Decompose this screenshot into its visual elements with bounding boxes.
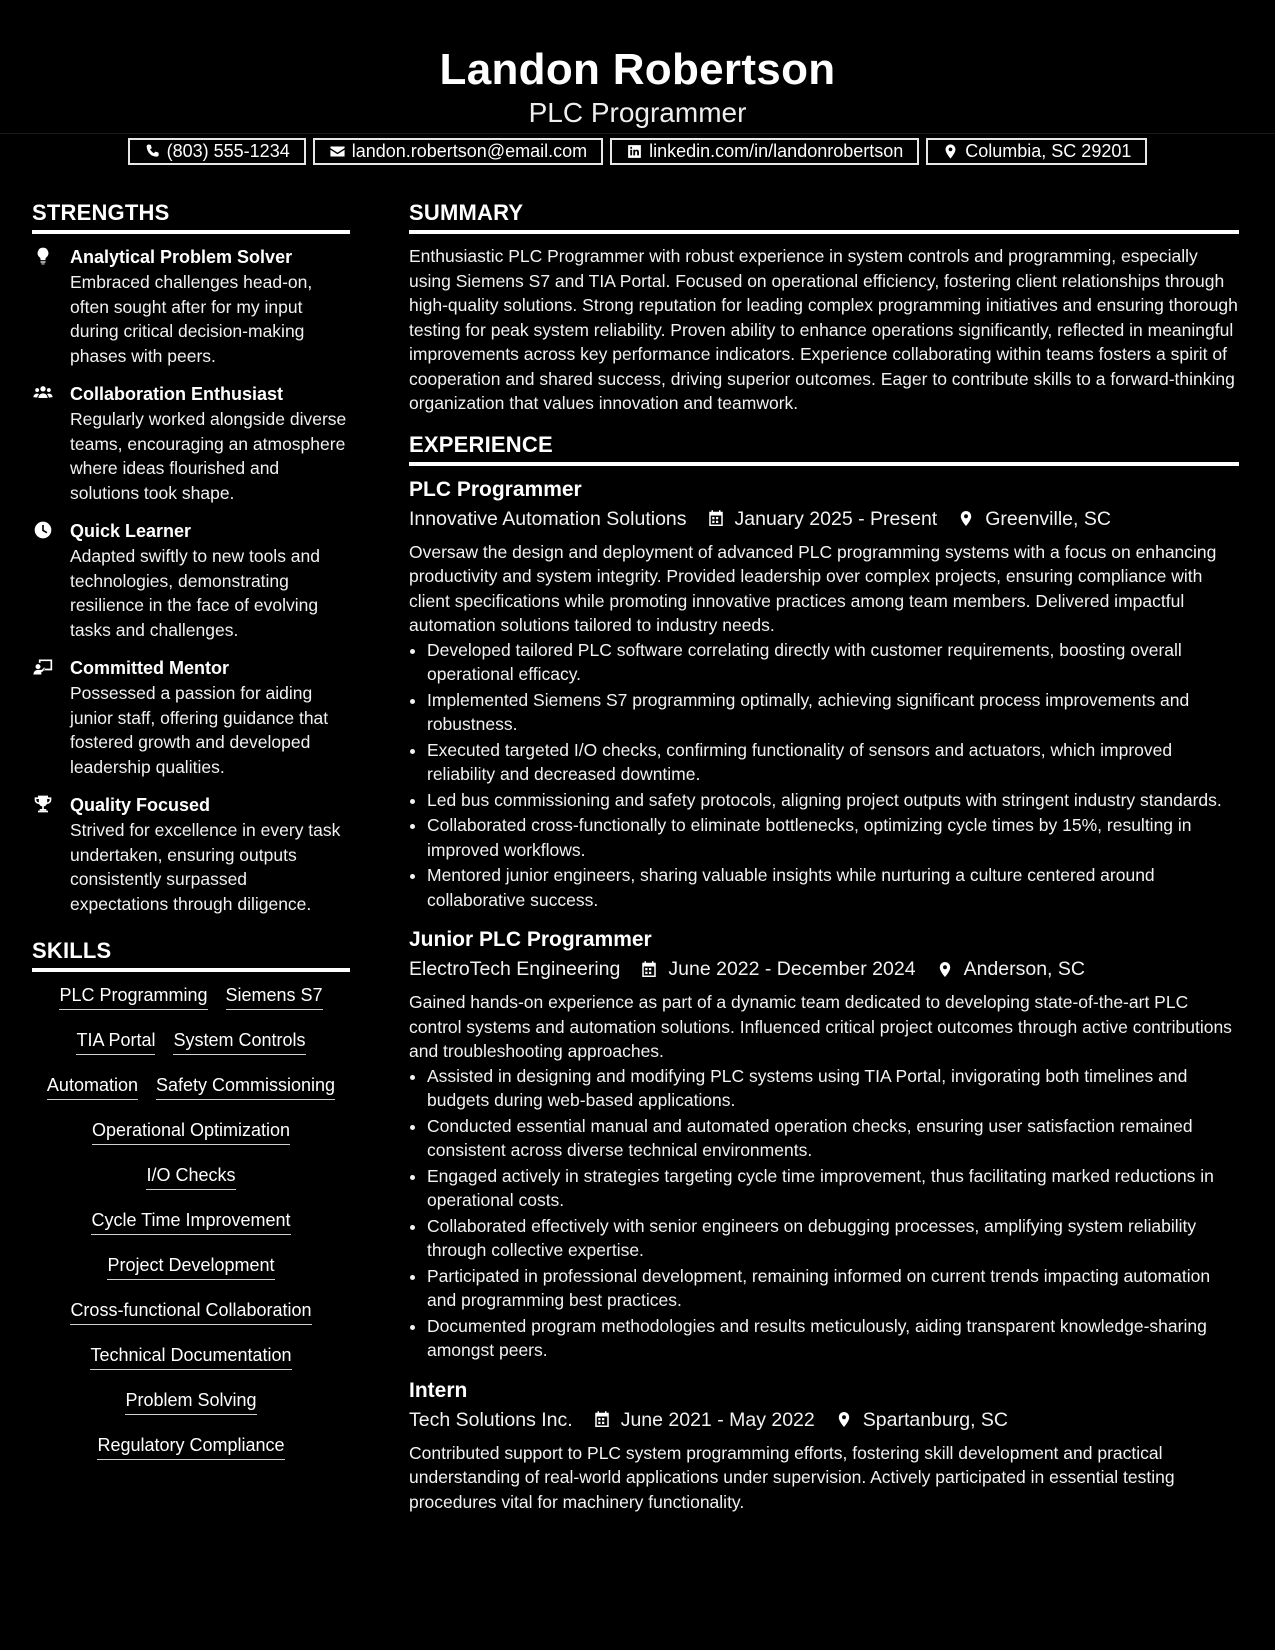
strength-item [32,518,350,642]
skill-tag: Technical Documentation [90,1342,291,1370]
job-bullet: • Mentored junior engineers, sharing valuable insights while nurturing a culture centered around collaborative success. [427,863,1239,912]
calendar-icon [640,960,658,979]
strength-item [32,381,350,505]
skill-tag: System Controls [173,1027,305,1055]
strength-item [32,244,350,368]
skill-tag: Cycle Time Improvement [91,1207,290,1235]
skill-tag: TIA Portal [76,1027,155,1055]
job-title: Junior PLC Programmer [409,928,652,951]
contact-linkedin[interactable] [610,138,919,165]
skills-list [32,982,350,1477]
map-pin-icon [936,960,954,979]
strength-title: Quality Focused [70,795,211,815]
job-description: Gained hands-on experience as part of a dynamic team dedicated to developing state-of-the-art PLC control systems and automation solutions. Influenced critical project outcomes through active contributions and troubleshooting approaches. [409,992,1232,1061]
job-bullets [409,638,1239,913]
job-bullet: • Executed targeted I/O checks, confirming functionality of sensors and actuators, which improved reliability and decreased downtime. [427,738,1239,787]
job-entry [409,476,1239,913]
right-column [409,198,1239,1528]
map-pin-icon [835,1410,853,1429]
job-meta [409,954,1239,984]
job-bullets [409,1064,1239,1363]
candidate-name: Landon Robertson [439,45,836,94]
job-bullet: • Conducted essential manual and automated operation checks, ensuring user satisfaction remained consistent across diverse technical environments. [427,1114,1239,1163]
job-title: Intern [409,1378,468,1402]
skill-tag: Project Development [107,1252,274,1280]
map-pin-icon [942,143,959,160]
job-location: Anderson, SC [963,958,1085,980]
job-location: Greenville, SC [985,507,1111,530]
calendar-icon [707,509,725,528]
experience-list [409,476,1239,1515]
strength-title: Analytical Problem Solver [70,247,293,267]
chalkboard-teacher-icon [32,657,54,677]
skill-tag: Siemens S7 [226,982,323,1010]
linkedin-icon [626,143,643,160]
job-bullet: • Participated in professional development, remaining informed on current trends impacting automation and programming best practices. [427,1264,1239,1313]
job-description: Oversaw the design and deployment of advanced PLC programming systems with a focus on enhancing productivity and system integrity. Provided leadership over complex projects, ensuring compliance with client specifications while promoting innovative practices among team members. Delivered impactful automation solutions tailored to industry needs. [409,541,1217,635]
job-company: Tech Solutions Inc. [409,1408,573,1431]
trophy-icon [32,794,54,814]
strength-title: Quick Learner [70,521,192,541]
strength-desc: Embraced challenges head-on, often sought after for my input during critical decision-making phases with peers. [70,272,313,366]
lightbulb-icon [32,246,54,266]
job-entry [409,1377,1239,1515]
contact-location[interactable] [926,138,1147,165]
strength-desc: Possessed a passion for aiding junior staff, offering guidance that fostered growth and developed leadership qualities. [70,683,329,777]
skill-tag: Safety Commissioning [156,1072,335,1100]
users-icon [32,383,54,403]
contact-phone[interactable] [128,138,306,165]
phone-text: (803) 555-1234 [166,141,290,161]
skill-tag: Regulatory Compliance [97,1432,284,1460]
strength-desc: Adapted swiftly to new tools and technologies, demonstrating resilience in the face of evolving tasks and challenges. [70,546,321,640]
skill-tag: Problem Solving [125,1387,256,1415]
calendar-icon [593,1410,611,1429]
strength-item [32,655,350,779]
job-bullet: • Documented program methodologies and results meticulously, aiding transparent knowledge-sharing amongst peers. [427,1314,1239,1363]
resume-header [0,0,1275,161]
email-text: landon.robertson@email.com [351,141,588,161]
skill-tag: PLC Programming [59,982,207,1010]
strength-title: Collaboration Enthusiast [70,384,284,404]
linkedin-text: linkedin.com/in/landonrobertson [649,141,904,161]
strength-desc: Regularly worked alongside diverse teams, encouraging an atmosphere where ideas flourished and solutions took shape. [70,409,347,503]
job-company: Innovative Automation Solutions [409,507,687,530]
strength-item [32,792,350,916]
job-bullet: • Collaborated cross-functionally to eliminate bottlenecks, optimizing cycle times by 15%, resulting in improved workflows. [427,813,1239,862]
job-entry [409,926,1239,1363]
job-dates: June 2021 - May 2022 [620,1408,815,1431]
contact-bar [0,138,1275,165]
summary-heading: SUMMARY [409,198,1239,234]
map-pin-icon [957,509,975,528]
job-bullet: • Implemented Siemens S7 programming optimally, achieving significant process improvements and robustness. [427,688,1239,737]
skill-tag: I/O Checks [146,1162,235,1190]
job-title: PLC Programmer [409,477,582,501]
candidate-title: PLC Programmer [528,97,747,128]
skill-tag: Automation [47,1072,138,1100]
strength-desc: Strived for excellence in every task undertaken, ensuring outputs consistently surpassed expectations through diligence. [70,820,341,914]
skill-tag: Operational Optimization [92,1117,290,1145]
job-meta [409,504,1239,534]
skills-heading: SKILLS [32,936,350,972]
strengths-heading: STRENGTHS [32,198,350,234]
job-bullet: • Assisted in designing and modifying PLC systems using TIA Portal, invigorating both timelines and budgets during web-based applications. [427,1064,1239,1113]
experience-heading: EXPERIENCE [409,430,1239,466]
job-meta [409,1405,1239,1435]
left-column [32,198,350,1477]
job-dates: January 2025 - Present [734,507,938,530]
envelope-icon [329,143,346,160]
job-company: ElectroTech Engineering [409,958,621,980]
job-description: Contributed support to PLC system programming efforts, fostering skill development and practical understanding of real-world applications under supervision. Actively participated in essential testing procedures vital for machinery functionality. [409,1442,1175,1512]
job-dates: June 2022 - December 2024 [668,958,916,980]
job-bullet: • Engaged actively in strategies targeting cycle time improvement, thus facilitating marked reductions in operational costs. [427,1164,1239,1213]
job-bullet: • Developed tailored PLC software correlating directly with customer requirements, boosting overall operational efficacy. [427,638,1239,687]
summary-text: Enthusiastic PLC Programmer with robust experience in system controls and programming, especially using Siemens S7 and TIA Portal. Focused on operational efficiency, fostering client relationships through high-quality solutions. Strong reputation for leading complex programming initiatives and ensuring thorough testing for peak system reliability. Proven ability to enhance operations significantly, reflected in meaningful improvements across key performance indicators. Experience collaborating within teams fosters a spirit of cooperation and shared success, driving superior outcomes. Eager to contribute skills to a forward-thinking organization that values innovation and teamwork. [409,246,1238,413]
job-bullet: • Led bus commissioning and safety protocols, aligning project outputs with stringent industry standards. [427,788,1239,813]
clock-icon [32,520,54,540]
location-text: Columbia, SC 29201 [965,141,1132,161]
job-bullet: • Collaborated effectively with senior engineers on debugging processes, amplifying system reliability through collective expertise. [427,1214,1239,1263]
contact-email[interactable] [313,138,603,165]
skill-tag: Cross-functional Collaboration [70,1297,311,1325]
strength-title: Committed Mentor [70,658,229,678]
job-location: Spartanburg, SC [862,1408,1009,1431]
phone-icon [144,143,161,160]
